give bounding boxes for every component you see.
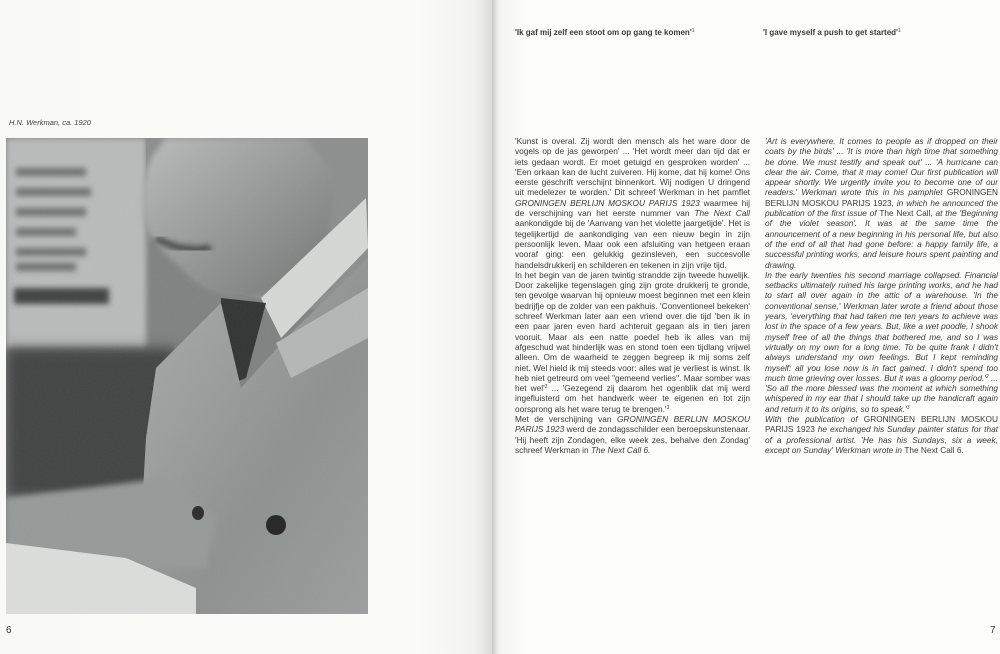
left-page — [0, 0, 494, 654]
pamphlet-title: GRONINGEN BERLIJN MOSKOU PARIJS 1923 — [515, 197, 700, 208]
publication-title: The Next Call 6. — [590, 444, 651, 455]
dutch-paragraph-3 — [515, 414, 750, 455]
heading-dutch-text: 'Ik gaf mij zelf een stoot om op gang te komen' — [515, 28, 692, 37]
text-run: 'Art is everywhere. It comes to people as if dropped on their coats by the birds' ... 'It is more than high time that something be done. We must testify and speak out' ... 'A hurricane can clear the air. Come, that it may come! Our first publication will appear shortly. We urgently invite you to become one of our readers.' Werkman wrote this in his pamphlet — [765, 136, 998, 198]
footnote-ref: 2 — [985, 373, 989, 380]
footnote-ref: 1 — [897, 28, 901, 34]
pamphlet-title: GRONINGEN BERLIJN MOSKOU PARIJS 1923 — [765, 414, 998, 435]
english-paragraph-3 — [765, 414, 998, 455]
text-run: With the publication of — [765, 414, 864, 425]
page-number-left: 6 — [6, 625, 12, 636]
english-paragraph-2 — [765, 270, 998, 414]
footnote-ref: 3 — [906, 404, 910, 411]
portrait-photo — [6, 138, 368, 614]
text-run: , in which he announced the publication of the first issue of — [765, 197, 998, 219]
english-text-column — [765, 136, 998, 455]
pamphlet-title: GRONINGEN BERLIJN MOSKOU PARIJS 1923 — [515, 414, 750, 435]
english-paragraph-1 — [765, 136, 998, 270]
footnote-ref: 2 — [544, 384, 548, 391]
footnote-ref: 3 — [666, 404, 670, 411]
text-run: In the early twenties his second marriage collapsed. Financial setbacks ultimately ruined his large printing works, and he had to start all over again in the attic of a warehouse. 'In the conventional sense,' Werkman later wrote a friend about those years, 'everything that had taken me ten years to achieve was lost in the space of a few years. But, like a wet poodle, I shook myself free of all the things that bothered me, and so I was virtually on my own for a long time. To be quite frank I didn't always understand my own feelings. But I kept reminding myself: all you lose now is in fact gained. I didn't spend too much time grieving over losses. But it was a gloomy period.' — [765, 269, 998, 383]
text-run: aankondigde bij de 'Aanvang van het violette jaargetijde'. Het is tegelijkertijd de aankondiging van een nieuw begin in zijn persoonlijk leven. Maar ook een afsluiting van hetgeen eraan vooraf ging: een gelukkig gezinsleven, een succesvolle handelsdrukkerij en schilderen en tekenen in zijn vrije tijd. — [515, 218, 750, 270]
publication-title: The Next Call 6. — [904, 444, 964, 455]
heading-dutch — [515, 28, 695, 37]
publication-title: The Next Call — [879, 208, 931, 219]
dutch-paragraph-2 — [515, 270, 750, 414]
dutch-text-column — [515, 136, 750, 455]
portrait-photo-image — [6, 138, 368, 614]
text-run: ... 'So all the more blessed was the moment at which something whispered in my ear that I should take up the handicraft again and return it to its origins, so to speak.' — [765, 372, 998, 414]
page-number-right: 7 — [990, 625, 996, 636]
text-run: he exchanged his Sunday painter status for that of a professional artist. 'He has his Sundays, six a week, except on Sunday' Werkman wrote in — [765, 424, 998, 455]
publication-title: The Next Call — [694, 208, 750, 219]
text-run: 'Kunst is overal. Zij wordt den mensch als het ware door de vogels op de jas geworpen' ... 'Het wordt meer dan tijd dat er iets gedaan wordt. Er moet getuigd en gesproken worden' ... 'Een orkaan kan de lucht zuiveren. Hij kome, dat hij kome! Ons eerste geschrift verschijnt binnenkort. Wij nodigen U dringend uit medelezer te worden.' Dit schreef Werkman in het pamflet — [515, 136, 750, 198]
text-run: ... 'Gezegend zij daarom het ogenblik dat mij werd ingefluisterd om het handwerk weer te eigenen en tot zijn oorsprong als het ware terug te brengen.' — [515, 383, 750, 414]
text-run: Met de verschijning van — [515, 414, 617, 425]
heading-english — [763, 28, 901, 37]
text-run: In het begin van de jaren twintig strandde zijn tweede huwelijk. Door zakelijke tegenslagen ging zijn grote drukkerij te gronde, ten gevolge waarvan hij opnieuw moest beginnen met een klein bedrijfje op de zolder van een pakhuis. 'Conventioneel bekeken' schreef Werkman later aan een vriend over die tijd 'ben ik in een paar jaren even hard achteruit gegaan als in tien jaren vooruit. Maar als een natte poedel heb ik alles van mij afgeschud wat hinderlijk was en stond toen een tijdlang vrijwel alleen. Om de waarheid te zeggen begreep ik mij soms zelf niet. Wel hield ik mij steeds voor: alles wat je verliest is winst. Ik heb niet getreurd om veel "gemeend verlies". Maar somber was het wel' — [515, 269, 750, 394]
footnote-ref: 1 — [691, 28, 695, 34]
photo-caption: H.N. Werkman, ca. 1920 — [9, 118, 91, 127]
pamphlet-title: GRONINGEN BERLIJN MOSKOU PARIJS 1923 — [765, 187, 998, 208]
text-run: , at the 'Beginning of the violet season'. It was at the same time the announcement of a new beginning in his personal life, but also of the end of all that had gone before: a happy family life, a successful printing works, and leisure hours spent painting and drawing. — [765, 208, 998, 270]
dutch-paragraph-1 — [515, 136, 750, 270]
text-run: werd de zondagsschilder een beroepskunstenaar. 'Hij heeft zijn Zondagen, elke week zes, behalve den Zondag' schreef Werkman in — [515, 424, 750, 455]
heading-english-text: 'I gave myself a push to get started' — [763, 28, 898, 37]
text-run: waarmee hij de verschijning van het eerste nummer van — [515, 197, 750, 219]
